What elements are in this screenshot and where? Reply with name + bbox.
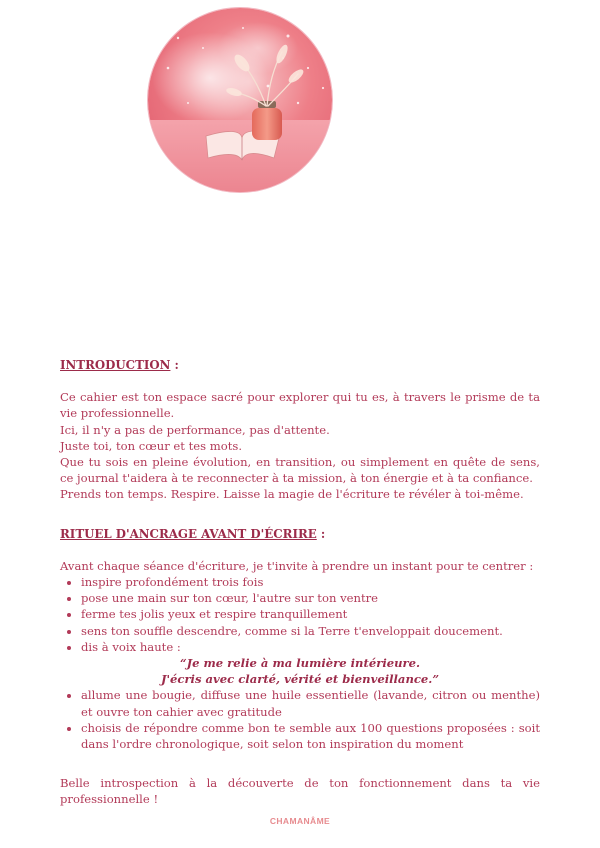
closing-line: Belle introspection à la découverte de ton fonctionnement dans ta vie professionnelle ! bbox=[60, 776, 540, 807]
ritual-heading bbox=[60, 526, 540, 542]
intro-line: Ici, il n'y a pas de performance, pas d'attente. bbox=[60, 422, 330, 437]
list-item: • sens ton souffle descendre, comme si la Terre t'enveloppait doucement. bbox=[81, 623, 540, 639]
intro-line: Que tu sois en pleine évolution, en transition, ou simplement en quête de sens, ce journal t'aidera à te reconnecter à ta mission, à ton énergie et à ta confiance. bbox=[60, 455, 540, 486]
list-item: • allume une bougie, diffuse une huile essentielle (lavande, citron ou menthe) et ouvre ton cahier avec gratitude bbox=[81, 687, 540, 719]
intro-heading-suffix: : bbox=[170, 358, 179, 372]
intro-line: Ce cahier est ton espace sacré pour explorer qui tu es, à travers le prisme de ta vie professionnelle. bbox=[60, 390, 540, 421]
brand-footer: CHAMANÂME bbox=[269, 816, 331, 826]
hero-photo bbox=[148, 8, 332, 192]
list-item: • dis à voix haute : bbox=[81, 639, 540, 655]
ritual-heading-suffix: : bbox=[316, 526, 326, 541]
spacer bbox=[60, 373, 540, 389]
list-item: • ferme tes jolis yeux et respire tranquillement bbox=[81, 606, 540, 622]
ritual-list-continued bbox=[60, 687, 540, 752]
document-body bbox=[60, 357, 540, 808]
spacer bbox=[60, 503, 540, 526]
ritual-lead: Avant chaque séance d'écriture, je t'invite à prendre un instant pour te centrer : bbox=[60, 558, 534, 573]
vase-with-pampas-on-open-book-icon bbox=[148, 8, 332, 192]
spacer bbox=[60, 752, 540, 775]
spacer bbox=[60, 542, 540, 558]
list-item: • choisis de répondre comme bon te semble aux 100 questions proposées : soit dans l'ordre chronologique, soit selon ton inspiration du moment bbox=[81, 720, 540, 752]
ritual-heading-text: RITUEL D'ANCRAGE AVANT D'ÉCRIRE bbox=[60, 526, 317, 541]
list-item: • pose une main sur ton cœur, l'autre sur ton ventre bbox=[81, 590, 540, 606]
affirmation-line-1: “Je me relie à ma lumière intérieure. bbox=[179, 656, 421, 671]
list-item: • inspire profondément trois fois bbox=[81, 574, 540, 590]
intro-line: Prends ton temps. Respire. Laisse la magie de l'écriture te révéler à toi-même. bbox=[60, 487, 524, 502]
intro-heading-text: INTRODUCTION bbox=[60, 358, 171, 372]
ritual-list bbox=[60, 574, 540, 655]
intro-line: Juste toi, ton cœur et tes mots. bbox=[60, 438, 243, 453]
intro-heading bbox=[60, 357, 540, 373]
affirmation-line-2: J'écris avec clarté, vérité et bienveillance.” bbox=[160, 672, 440, 687]
